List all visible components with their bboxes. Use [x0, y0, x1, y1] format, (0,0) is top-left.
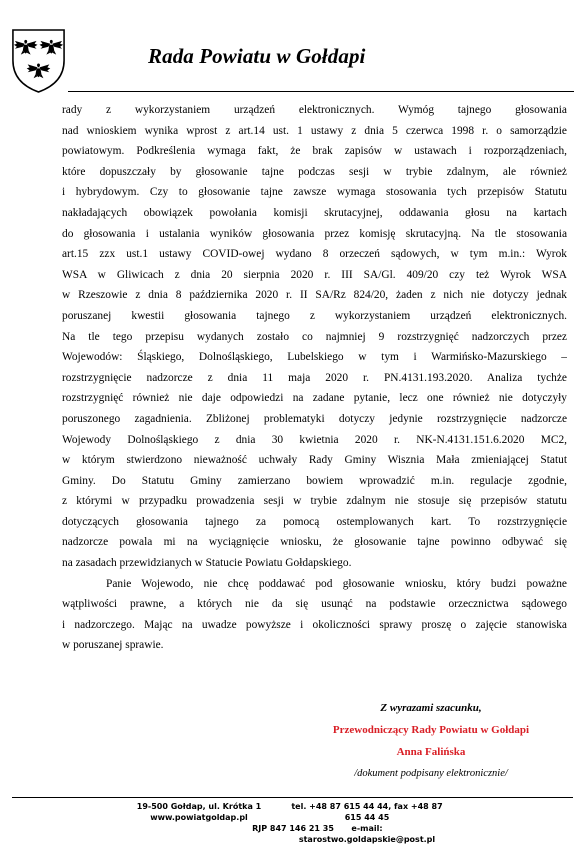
- coat-of-arms-icon: [9, 27, 68, 94]
- footer-email: e-mail: starostwo.goldapskie@post.pl: [298, 824, 436, 844]
- body-line: nakładających obowiązek powołania komisji skrutacyjnej, oddawania głosu na kartach: [62, 206, 567, 219]
- body-line: w którym stwierdzono nieważność uchwały Rady Gminy Wisznia Mała zmieniającej Statut: [62, 454, 567, 467]
- letterhead: [0, 0, 585, 96]
- body-line: nadzorcze powala mi na wyciągnięcie wniosku, że głosowanie tajne powinno odbywać się: [62, 536, 567, 549]
- body-line: Wojewodów: Śląskiego, Dolnośląskiego, Lubelskiego w tym i Warmińsko-Mazurskiego –: [62, 351, 567, 364]
- body-line: które dopuszczały by głosowanie tajne podczas sesji w trybie zdalnym, ale również: [62, 165, 567, 178]
- footer-address-block: [124, 801, 274, 823]
- body-line: rozstrzygnięć również nie daje odpowiedzi na zadane pytanie, lecz one również nie dotyczyły: [62, 392, 567, 405]
- body-line: wątpliwości prawne, a których nie da się usunąć na podstawie orzecznictwa sądowego: [62, 598, 567, 611]
- signature-role: Przewodniczący Rady Powiatu w Gołdapi: [332, 724, 530, 736]
- body-line: z którymi w przypadku prowadzenia sesji w trybie zdalnym nie stosuje się przepisów statutu: [62, 495, 567, 508]
- body-line: WSA w Gliwicach z dnia 20 sierpnia 2020 r. III SA/Gl. 409/20 czy też Wyrok WSA: [62, 268, 567, 281]
- footer-address: 19-500 Gołdap, ul. Krótka 1: [136, 802, 262, 811]
- body-line: na zasadach przewidzianych w Statucie Powiatu Gołdapskiego.: [62, 557, 352, 570]
- body-line: i nadzorczego. Mając na uwadze powyższe i okoliczności sprawy proszę o zajęcie stanowiska: [62, 618, 567, 631]
- body-line: Wojewody Dolnośląskiego z dnia 30 kwietnia 2020 r. NK-N.4131.151.6.2020 MC2,: [62, 433, 567, 446]
- footer-website: www.powiatgoldap.pl: [150, 813, 248, 822]
- header-divider: [68, 91, 574, 92]
- body-line: Na tle tego przepisu wydanych zostało co najmniej 9 rozstrzygnięć nadzorczych przez: [62, 330, 567, 343]
- body-line: dotyczących głosowania tajnego za pomocą ostemplowanych kart. To rozstrzygnięcie: [62, 515, 567, 528]
- footer-divider: [12, 797, 573, 798]
- body-line: Panie Wojewodo, nie chcę poddawać pod głosowanie wniosku, który budzi poważne: [106, 577, 567, 590]
- body-line: powiatowym. Podkreślenia wymaga fakt, że brak zapisów w ustawach i rozporządzeniach,: [62, 145, 567, 158]
- body-line: poruszanej kwestii głosowania tajnego z wykorzystaniem urządzeń elektronicznych.: [62, 309, 567, 322]
- body-line: do głosowania i ustalania wyników głosowania przez komisję skrutacyjną. Na tle stosowania: [62, 227, 567, 240]
- signature-greeting: Z wyrazami szacunku,: [380, 702, 482, 714]
- body-line: poruszonego zagadnienia. Zbliżonej problematyki dotyczy jedynie rozstrzygnięcie nadzorcze: [62, 412, 567, 425]
- body-line: w Rzeszowie z dnia 8 października 2020 r. II SA/Rz 824/20, żaden z nich nie dotyczy jednak: [62, 289, 567, 302]
- footer-nip: RJP 847 146 21 35: [252, 824, 334, 833]
- body-line: rozstrzygnięcie nadzorcze z dnia 11 maja 2020 r. PN.4131.193.2020. Analiza tychże: [62, 371, 567, 384]
- body-line: i hybrydowym. Czy to głosowanie tajne zawsze wymaga stosowania tych przepisów Statutu: [62, 186, 567, 199]
- body-line: rady z wykorzystaniem urządzeń elektronicznych. Wymóg tajnego głosowania: [62, 104, 567, 116]
- footer-phone: tel. +48 87 615 44 44, fax +48 87 615 44 45: [291, 802, 443, 822]
- letter-body: [62, 100, 567, 656]
- body-line: nad wnioskiem wynika wprost z art.14 ust. 1 ustawy z dnia 5 czerwca 1998 r. o samorządzie: [62, 124, 567, 137]
- body-line: Gminy. Do Statutu Gminy zamierzano bowiem wprowadzić m.in. regulacje zgodnie,: [62, 474, 567, 487]
- body-line: w poruszanej sprawie.: [62, 639, 164, 652]
- signature-note: /dokument podpisany elektronicznie/: [354, 768, 508, 779]
- letterhead-title: Rada Powiatu w Gołdapi: [148, 44, 366, 68]
- body-line: art.15 zzx ust.1 ustawy COVID-owej wydano 8 orzeczeń sądowych, w tym m.in.: Wyrok: [62, 248, 567, 261]
- signature-name: Anna Falińska: [396, 746, 466, 758]
